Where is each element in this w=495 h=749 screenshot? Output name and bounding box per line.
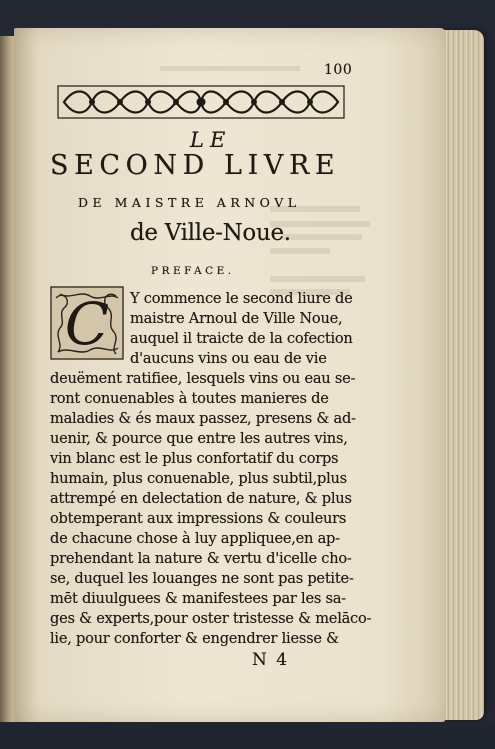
text-line: ges & experts,pour oster tristesse & melāco- (50, 610, 372, 627)
page-number: 100 (324, 62, 353, 78)
text-line: ront conuenables à toutes manieres de (50, 390, 329, 407)
text-line: obtemperant aux impressions & couleurs (50, 510, 347, 527)
svg-text:C: C (64, 290, 110, 358)
text-line: mēt diuulguees & manifestees par les sa- (50, 590, 346, 607)
text-line: vin blanc est le plus confortatif du corps (50, 450, 339, 467)
decorative-headpiece-icon (56, 82, 346, 122)
ornate-initial-c-icon (50, 286, 124, 360)
text-line: maistre Arnoul de Ville Noue, (130, 310, 343, 327)
heading-le: LE (190, 128, 232, 152)
text-line: maladies & és maux passez, presens & ad- (50, 410, 356, 427)
text-line: humain, plus conuenable, plus subtil,plus (50, 470, 347, 487)
text-line: auquel il traicte de la cofection (130, 330, 353, 347)
text-line: lie, pour conforter & engendrer liesse & (50, 630, 339, 647)
signature-mark: N 4 (252, 650, 290, 670)
text-line: prehendant la nature & vertu d'icelle cho- (50, 550, 352, 567)
heading-place: de Ville-Noue. (130, 220, 291, 246)
text-line: se, duquel les louanges ne sont pas petite- (50, 570, 354, 587)
heading-title: SECOND LIVRE (50, 150, 341, 181)
text-line: deuëment ratifiee, lesquels vins ou eau se- (50, 370, 356, 387)
heading-subtitle: DE MAISTRE ARNOVL (78, 195, 301, 210)
text-line: uenir, & pource que entre les autres vins, (50, 430, 348, 447)
preface-label: PREFACE. (151, 265, 235, 277)
background-strip (0, 722, 495, 749)
text-line: attrempé en delectation de nature, & plus (50, 490, 352, 507)
text-line: d'aucuns vins ou eau de vie (130, 350, 327, 367)
page-stack-edges (440, 30, 484, 720)
text-line: de chacune chose à luy appliquee,en ap- (50, 530, 340, 547)
text-line: Y commence le second liure de (130, 290, 353, 307)
